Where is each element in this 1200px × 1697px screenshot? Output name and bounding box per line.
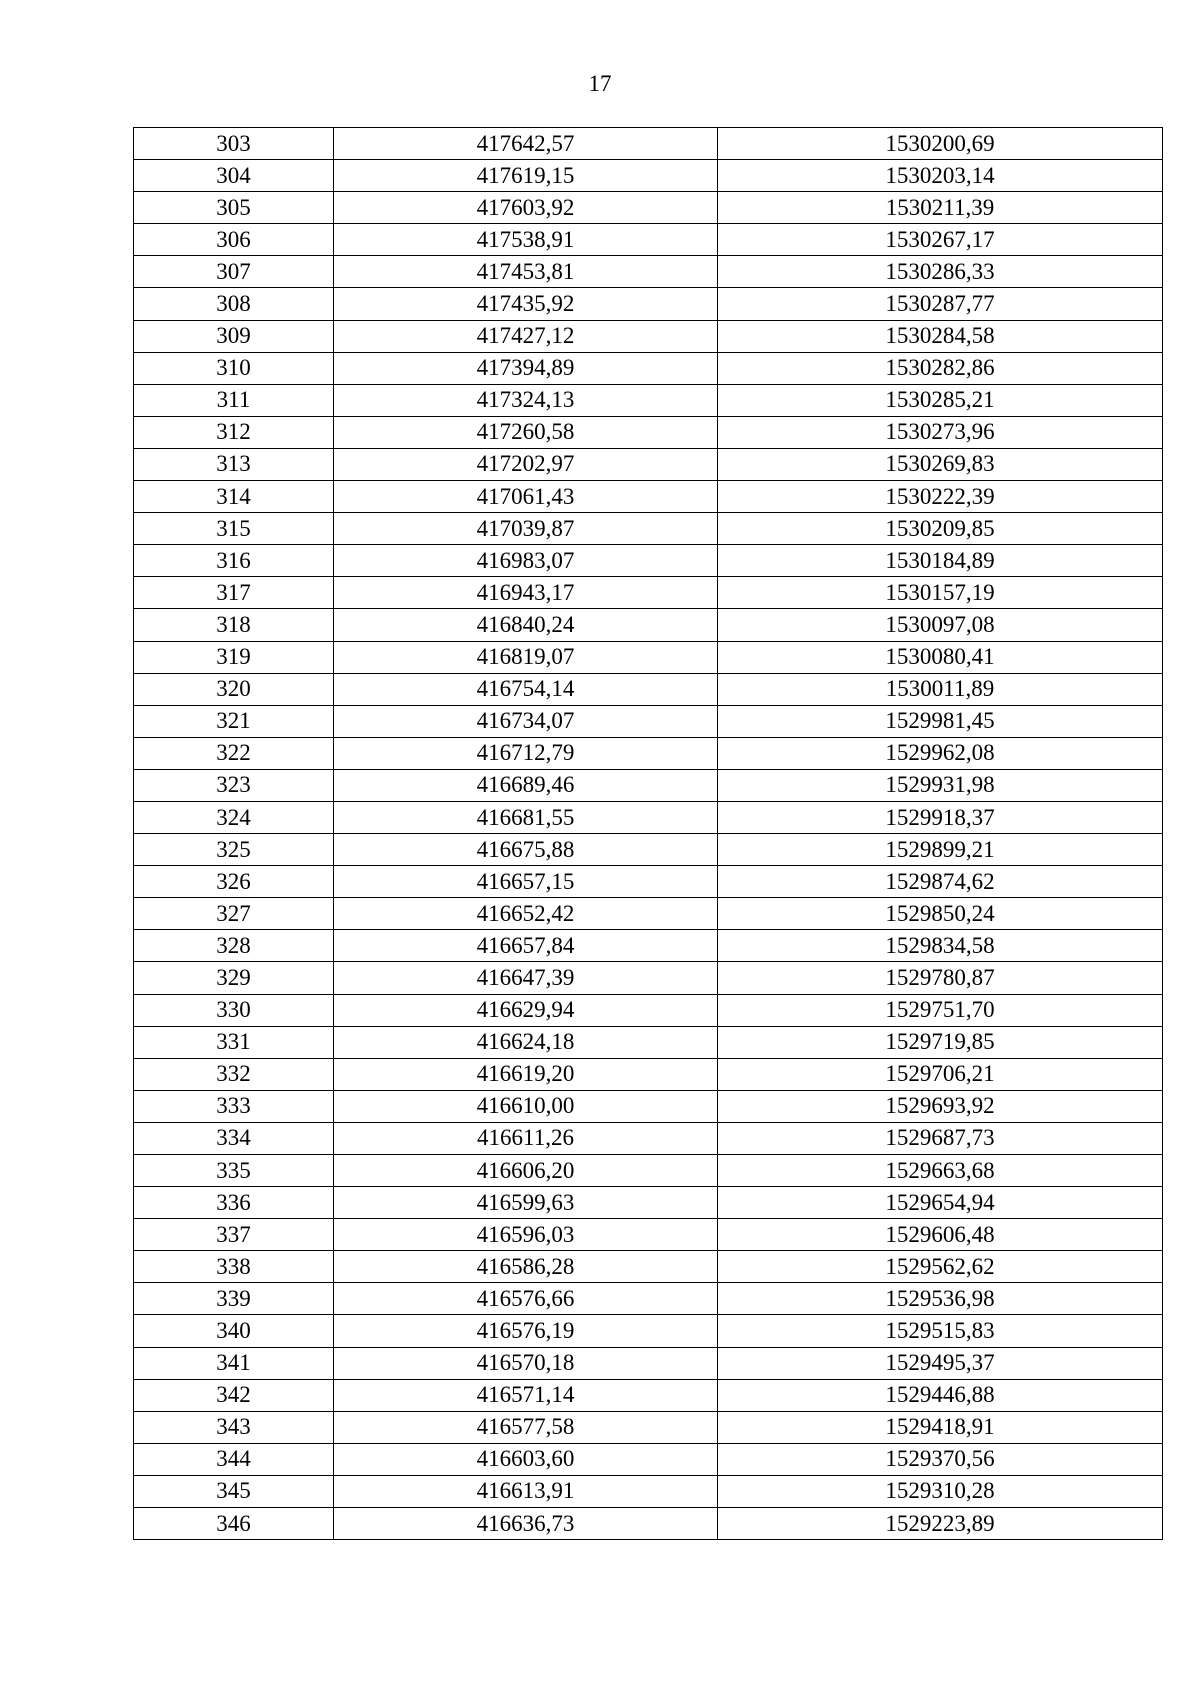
point-number-cell: 316 [134, 545, 334, 577]
y-coordinate-cell: 1529370,56 [718, 1443, 1163, 1475]
x-coordinate-cell: 417435,92 [334, 288, 718, 320]
point-number-cell: 320 [134, 673, 334, 705]
x-coordinate-cell: 417202,97 [334, 448, 718, 480]
coordinates-table [133, 127, 1163, 1540]
x-coordinate-cell: 416571,14 [334, 1379, 718, 1411]
table-row [134, 866, 1163, 898]
point-number-cell: 333 [134, 1090, 334, 1122]
point-number-cell: 335 [134, 1155, 334, 1187]
x-coordinate-cell: 416840,24 [334, 609, 718, 641]
y-coordinate-cell: 1529918,37 [718, 801, 1163, 833]
point-number-cell: 336 [134, 1187, 334, 1219]
point-number-cell: 312 [134, 416, 334, 448]
y-coordinate-cell: 1529223,89 [718, 1508, 1163, 1540]
point-number-cell: 344 [134, 1443, 334, 1475]
y-coordinate-cell: 1529536,98 [718, 1283, 1163, 1315]
table-row [134, 1251, 1163, 1283]
y-coordinate-cell: 1530286,33 [718, 256, 1163, 288]
x-coordinate-cell: 416629,94 [334, 994, 718, 1026]
table-row [134, 673, 1163, 705]
y-coordinate-cell: 1529310,28 [718, 1475, 1163, 1507]
y-coordinate-cell: 1529418,91 [718, 1411, 1163, 1443]
y-coordinate-cell: 1529780,87 [718, 962, 1163, 994]
x-coordinate-cell: 416652,42 [334, 898, 718, 930]
x-coordinate-cell: 416647,39 [334, 962, 718, 994]
y-coordinate-cell: 1529446,88 [718, 1379, 1163, 1411]
point-number-cell: 334 [134, 1122, 334, 1154]
table-row [134, 801, 1163, 833]
point-number-cell: 332 [134, 1058, 334, 1090]
x-coordinate-cell: 416576,66 [334, 1283, 718, 1315]
point-number-cell: 341 [134, 1347, 334, 1379]
point-number-cell: 340 [134, 1315, 334, 1347]
y-coordinate-cell: 1530287,77 [718, 288, 1163, 320]
point-number-cell: 329 [134, 962, 334, 994]
table-row [134, 898, 1163, 930]
point-number-cell: 325 [134, 834, 334, 866]
y-coordinate-cell: 1530157,19 [718, 577, 1163, 609]
y-coordinate-cell: 1530285,21 [718, 384, 1163, 416]
table-row [134, 192, 1163, 224]
point-number-cell: 339 [134, 1283, 334, 1315]
point-number-cell: 327 [134, 898, 334, 930]
table-row [134, 1058, 1163, 1090]
point-number-cell: 309 [134, 320, 334, 352]
table-row [134, 160, 1163, 192]
point-number-cell: 305 [134, 192, 334, 224]
table-row [134, 416, 1163, 448]
point-number-cell: 345 [134, 1475, 334, 1507]
y-coordinate-cell: 1529663,68 [718, 1155, 1163, 1187]
table-row [134, 834, 1163, 866]
table-row [134, 930, 1163, 962]
point-number-cell: 323 [134, 769, 334, 801]
x-coordinate-cell: 416675,88 [334, 834, 718, 866]
x-coordinate-cell: 416657,84 [334, 930, 718, 962]
point-number-cell: 310 [134, 352, 334, 384]
table-row [134, 705, 1163, 737]
y-coordinate-cell: 1529931,98 [718, 769, 1163, 801]
x-coordinate-cell: 416619,20 [334, 1058, 718, 1090]
y-coordinate-cell: 1530203,14 [718, 160, 1163, 192]
point-number-cell: 322 [134, 737, 334, 769]
table-row [134, 1122, 1163, 1154]
y-coordinate-cell: 1529706,21 [718, 1058, 1163, 1090]
table-row [134, 962, 1163, 994]
point-number-cell: 304 [134, 160, 334, 192]
point-number-cell: 303 [134, 128, 334, 160]
x-coordinate-cell: 417394,89 [334, 352, 718, 384]
x-coordinate-cell: 416606,20 [334, 1155, 718, 1187]
table-row [134, 769, 1163, 801]
table-row [134, 737, 1163, 769]
x-coordinate-cell: 416603,60 [334, 1443, 718, 1475]
x-coordinate-cell: 417538,91 [334, 224, 718, 256]
x-coordinate-cell: 416613,91 [334, 1475, 718, 1507]
y-coordinate-cell: 1529687,73 [718, 1122, 1163, 1154]
table-row [134, 641, 1163, 673]
table-row [134, 384, 1163, 416]
table-row [134, 1475, 1163, 1507]
point-number-cell: 326 [134, 866, 334, 898]
y-coordinate-cell: 1529693,92 [718, 1090, 1163, 1122]
x-coordinate-cell: 416754,14 [334, 673, 718, 705]
y-coordinate-cell: 1529495,37 [718, 1347, 1163, 1379]
point-number-cell: 306 [134, 224, 334, 256]
y-coordinate-cell: 1529874,62 [718, 866, 1163, 898]
point-number-cell: 315 [134, 513, 334, 545]
x-coordinate-cell: 416943,17 [334, 577, 718, 609]
y-coordinate-cell: 1530273,96 [718, 416, 1163, 448]
y-coordinate-cell: 1530209,85 [718, 513, 1163, 545]
y-coordinate-cell: 1530184,89 [718, 545, 1163, 577]
x-coordinate-cell: 416577,58 [334, 1411, 718, 1443]
y-coordinate-cell: 1530080,41 [718, 641, 1163, 673]
point-number-cell: 319 [134, 641, 334, 673]
y-coordinate-cell: 1530284,58 [718, 320, 1163, 352]
x-coordinate-cell: 417061,43 [334, 481, 718, 513]
x-coordinate-cell: 417039,87 [334, 513, 718, 545]
point-number-cell: 308 [134, 288, 334, 320]
y-coordinate-cell: 1530097,08 [718, 609, 1163, 641]
x-coordinate-cell: 417427,12 [334, 320, 718, 352]
y-coordinate-cell: 1529515,83 [718, 1315, 1163, 1347]
y-coordinate-cell: 1529751,70 [718, 994, 1163, 1026]
table-row [134, 256, 1163, 288]
y-coordinate-cell: 1529962,08 [718, 737, 1163, 769]
table-row [134, 1187, 1163, 1219]
table-row [134, 128, 1163, 160]
point-number-cell: 317 [134, 577, 334, 609]
point-number-cell: 330 [134, 994, 334, 1026]
x-coordinate-cell: 416712,79 [334, 737, 718, 769]
y-coordinate-cell: 1529606,48 [718, 1219, 1163, 1251]
point-number-cell: 342 [134, 1379, 334, 1411]
point-number-cell: 311 [134, 384, 334, 416]
y-coordinate-cell: 1529850,24 [718, 898, 1163, 930]
table-row [134, 224, 1163, 256]
x-coordinate-cell: 416689,46 [334, 769, 718, 801]
y-coordinate-cell: 1529719,85 [718, 1026, 1163, 1058]
x-coordinate-cell: 416599,63 [334, 1187, 718, 1219]
table-row [134, 448, 1163, 480]
table-row [134, 1219, 1163, 1251]
table-row [134, 320, 1163, 352]
point-number-cell: 331 [134, 1026, 334, 1058]
y-coordinate-cell: 1530222,39 [718, 481, 1163, 513]
x-coordinate-cell: 416681,55 [334, 801, 718, 833]
table-row [134, 577, 1163, 609]
page-number: 17 [588, 71, 612, 96]
table-row [134, 1026, 1163, 1058]
point-number-cell: 346 [134, 1508, 334, 1540]
table-row [134, 994, 1163, 1026]
x-coordinate-cell: 416570,18 [334, 1347, 718, 1379]
y-coordinate-cell: 1530211,39 [718, 192, 1163, 224]
table-row [134, 352, 1163, 384]
y-coordinate-cell: 1530282,86 [718, 352, 1163, 384]
x-coordinate-cell: 416624,18 [334, 1026, 718, 1058]
point-number-cell: 324 [134, 801, 334, 833]
table-row [134, 1315, 1163, 1347]
x-coordinate-cell: 416657,15 [334, 866, 718, 898]
y-coordinate-cell: 1530267,17 [718, 224, 1163, 256]
x-coordinate-cell: 416983,07 [334, 545, 718, 577]
point-number-cell: 343 [134, 1411, 334, 1443]
x-coordinate-cell: 416586,28 [334, 1251, 718, 1283]
point-number-cell: 318 [134, 609, 334, 641]
y-coordinate-cell: 1530269,83 [718, 448, 1163, 480]
table-row [134, 513, 1163, 545]
x-coordinate-cell: 416576,19 [334, 1315, 718, 1347]
y-coordinate-cell: 1530011,89 [718, 673, 1163, 705]
table-row [134, 545, 1163, 577]
table-row [134, 1411, 1163, 1443]
x-coordinate-cell: 416636,73 [334, 1508, 718, 1540]
table-row [134, 1347, 1163, 1379]
table-row [134, 481, 1163, 513]
y-coordinate-cell: 1529654,94 [718, 1187, 1163, 1219]
x-coordinate-cell: 417324,13 [334, 384, 718, 416]
table-row [134, 1090, 1163, 1122]
y-coordinate-cell: 1529981,45 [718, 705, 1163, 737]
point-number-cell: 338 [134, 1251, 334, 1283]
x-coordinate-cell: 416610,00 [334, 1090, 718, 1122]
coordinates-table-body [134, 128, 1163, 1540]
x-coordinate-cell: 416611,26 [334, 1122, 718, 1154]
table-row [134, 288, 1163, 320]
y-coordinate-cell: 1529899,21 [718, 834, 1163, 866]
point-number-cell: 321 [134, 705, 334, 737]
x-coordinate-cell: 416734,07 [334, 705, 718, 737]
table-row [134, 1283, 1163, 1315]
y-coordinate-cell: 1530200,69 [718, 128, 1163, 160]
table-row [134, 1155, 1163, 1187]
point-number-cell: 337 [134, 1219, 334, 1251]
y-coordinate-cell: 1529562,62 [718, 1251, 1163, 1283]
point-number-cell: 307 [134, 256, 334, 288]
table-row [134, 1443, 1163, 1475]
table-row [134, 1379, 1163, 1411]
table-row [134, 1508, 1163, 1540]
x-coordinate-cell: 417642,57 [334, 128, 718, 160]
table-row [134, 609, 1163, 641]
y-coordinate-cell: 1529834,58 [718, 930, 1163, 962]
x-coordinate-cell: 417453,81 [334, 256, 718, 288]
x-coordinate-cell: 417619,15 [334, 160, 718, 192]
point-number-cell: 314 [134, 481, 334, 513]
point-number-cell: 328 [134, 930, 334, 962]
x-coordinate-cell: 417260,58 [334, 416, 718, 448]
x-coordinate-cell: 416819,07 [334, 641, 718, 673]
point-number-cell: 313 [134, 448, 334, 480]
x-coordinate-cell: 417603,92 [334, 192, 718, 224]
x-coordinate-cell: 416596,03 [334, 1219, 718, 1251]
